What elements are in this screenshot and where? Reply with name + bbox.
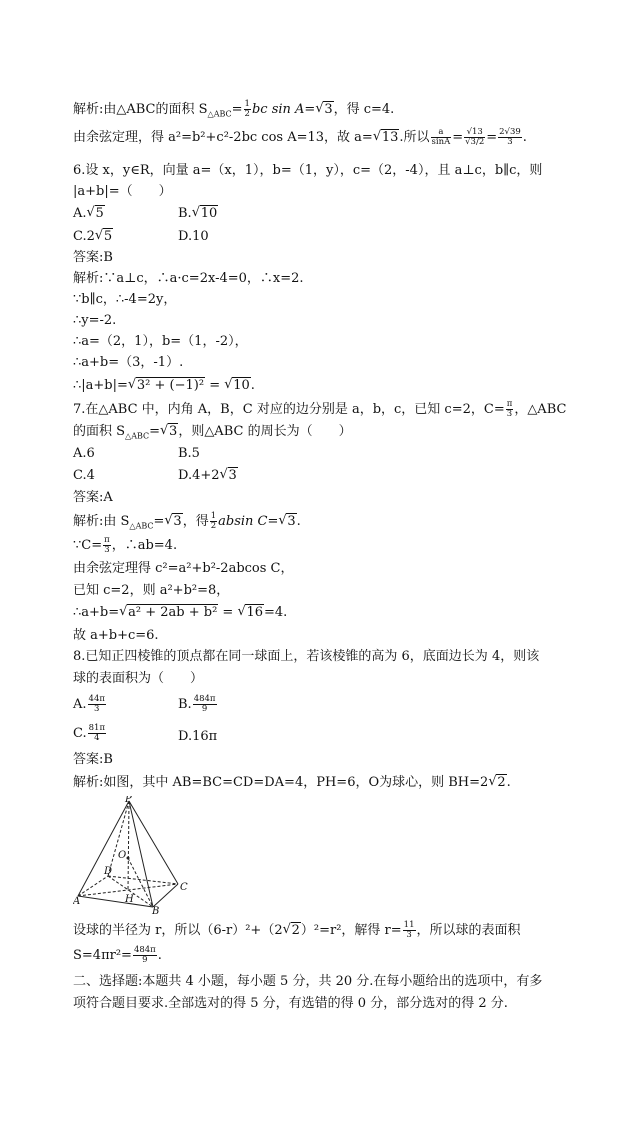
q6-solution-6: ∴|a+b|=√ 3² + (−1)² = √ 10. [73,377,255,395]
sqrt: √ 3 [315,101,333,119]
text: 解析:由△ABC的面积 S [73,102,208,117]
fraction: $\frac{2√39}{3}$ [499,127,521,147]
text: 由余弦定理，得 a²=b²+c²-2bc cos A=13，故 a= [73,130,373,145]
q8-solution-2: 设球的半径为 r，所以（6-r）²+（2√ 2）²=r²，解得 r= $\frac{11}{3}$ ，所以球的表面积 [73,921,521,940]
q6-option-d: D.10 [178,229,209,244]
q6-stem-2: |a+b|=（ ） [73,184,172,199]
q6-option-a: A.√ 5 [73,205,105,223]
q7-solution-4: 已知 c=2，则 a²+b²=8， [73,583,230,598]
label-d: D [104,866,113,877]
q7-solution-6: 故 a+b+c=6. [73,628,159,643]
sqrt: √ 13 [373,129,400,147]
section-2-heading-2: 项符合题目要求.全部选对的得 5 分，有选错的得 0 分，部分选对的得 2 分. [73,996,508,1011]
fraction: $\frac{a}{\sin A}$ [431,127,451,147]
q7-solution-3: 由余弦定理得 c²=a²+b²-2abcos C， [73,561,294,576]
q8-solution-1: 解析:如图，其中 AB=BC=CD=DA=4，PH=6，O为球心，则 BH=2√ 2. [73,774,511,792]
q7-option-b: B.5 [178,446,200,461]
q7-stem-2: 的面积 $S_{\triangle ABC}=√$ 3，则△ABC 的周长为（ ） [73,423,352,446]
q8-answer: 答案:B [73,752,113,767]
height-ph [128,801,129,890]
q7-solution-5: ∴a+b=√ a² + 2ab + b² = √ 16=4. [73,604,287,622]
label-o: O [118,850,127,861]
label-h: H [125,894,134,905]
fraction: $\frac{√13}{√3/2}$ [465,127,485,147]
q6-stem-1: 6.设 x，y∈R，向量 a=（x，1），b=（1，y），c=（2，-4），且 a⊥c，b∥c，则 [73,163,543,178]
q8-option-a: A. $\frac{44\pi}{3}$ [73,694,105,714]
center-point-o [127,857,130,860]
edge-pb [129,801,153,907]
q7-option-a: A.6 [73,446,95,461]
fraction: $\frac{1}{2}$ [244,99,250,119]
q8-solution-3: S=4πr²= $\frac{484\pi}{9}$ . [73,945,162,965]
q7-option-c: C.4 [73,468,95,483]
text: = [231,102,243,117]
pyramid-diagram [73,796,203,914]
q6-solution-1: 解析:∵a⊥c，∴a·c=2x-4=0，∴x=2. [73,271,304,286]
edge-bc [153,884,178,907]
q7-stem-1: 7.在△ABC 中，内角 A，B，C 对应的边分别是 a，b，c，已知 c=2，C= $\frac{\pi}{3}$ ，△ABC [73,399,567,419]
q6-answer: 答案:B [73,250,113,265]
edge-pa [78,801,129,896]
label-c: C [180,882,188,893]
subscript: △ABC [207,109,232,119]
q6-solution-5: ∴a+b=（3，-1）. [73,355,184,370]
solution-line-2: 由余弦定理，得 a²=b²+c²-2bc cos A=13，故 a=√ 13.所以 $\frac{a}{\sin A}$ = $\frac{√13}{√3/2}$ = $\frac{2√39}{3}$ . [73,128,527,147]
solution-line-1 [73,100,394,124]
q6-option-c: C.2√ 5 [73,228,113,246]
q8-option-d: D.16π [178,729,218,744]
edge-pd [108,801,129,876]
label-a: A [73,896,81,907]
text: bc sin A= [251,102,316,117]
q8-stem-2: 球的表面积为（ ） [73,671,204,686]
q6-solution-4: ∴a=（2，1），b=（1，-2）， [73,334,248,349]
label-b: B [152,906,160,914]
text: ，得 c=4. [333,102,395,117]
edge-pc [129,801,178,884]
q6-option-b: B.√ 10 [178,205,218,223]
q8-option-c: C. $\frac{81\pi}{4}$ [73,723,106,743]
q6-solution-2: ∵b∥c，∴-4=2y， [73,292,177,307]
q7-answer: 答案:A [73,490,113,505]
q7-solution-1: 解析:由 $S_{\triangle ABC}=√$ 3，得 $\frac{1}{2}$ absin C=√ 3. [73,512,301,536]
edge-ab [78,896,153,907]
q8-stem-1: 8.已知正四棱锥的顶点都在同一球面上，若该棱锥的高为 6，底面边长为 4，则该 [73,649,540,664]
q6-solution-3: ∴y=-2. [73,313,117,328]
q7-option-d: D.4+2√ 3 [178,467,238,485]
label-p: P [125,796,132,805]
q8-option-b: B. $\frac{484\pi}{9}$ [178,694,216,714]
text: .所以 [399,130,430,145]
section-2-heading-1: 二、选择题:本题共 4 小题，每小题 5 分，共 20 分.在每小题给出的选项中，有多 [73,974,543,989]
q7-solution-2: ∵C= $\frac{\pi}{3}$ ，∴ab=4. [73,535,178,555]
